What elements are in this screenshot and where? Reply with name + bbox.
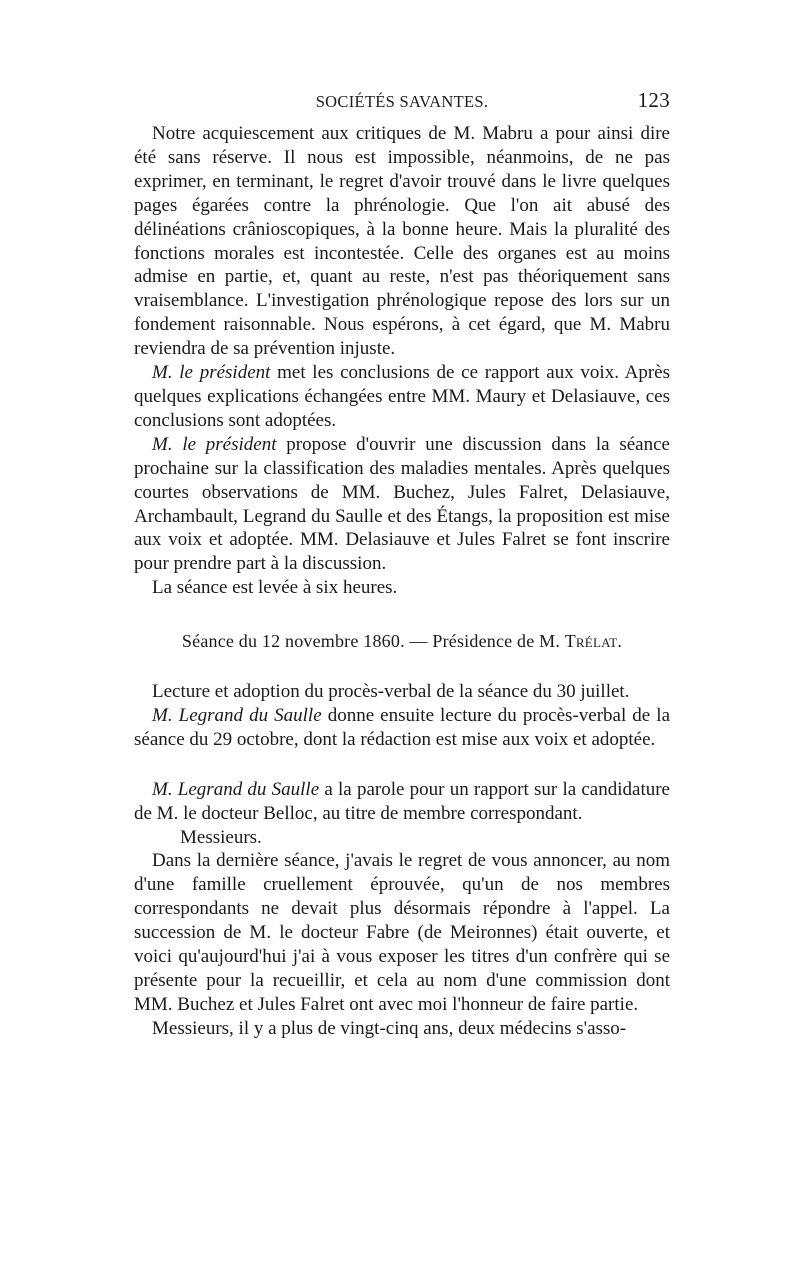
speaker-legrand: M. Legrand du Saulle [152, 778, 320, 800]
paragraph-minutes-adoption: Lecture et adoption du procès-verbal de la séance du 30 juillet. [152, 681, 630, 703]
paragraph-adjournment: La séance est levée à six heures. [152, 577, 398, 599]
paragraph-succession: Dans la dernière séance, j'avais le regret de vous annoncer, au nom d'une famille cruellement éprouvée, qu'un de nos membres correspondants ne devait plus désormais répondre à l'appel. La succession de M. le docteur Fabre (de Meironnes) était ouverte, et voici qu'aujourd'hui j'ai à vous exposer les titres d'un confrère qui se présente pour la recueillir, et cela au nom d'une commission dont MM. Buchez et Jules Falret ont avec moi l'honneur de faire partie. [134, 850, 670, 1015]
page-body [134, 122, 670, 1041]
speaker-president: M. le président [152, 433, 277, 455]
paragraph-minutes-reading [134, 704, 670, 752]
page-header [134, 88, 670, 118]
paragraph-conclusions-vote [134, 361, 670, 433]
spacer [134, 752, 670, 778]
paragraph-discussion-proposal [134, 433, 670, 576]
paragraph-critique: Notre acquiescement aux critiques de M. Mabru a pour ainsi dire été sans réserve. Il nous est impossible, néanmoins, de ne pas exprimer, en terminant, le regret d'avoir trouvé dans le livre quelques pages égarées contre la phrénologie. Que l'on ait abusé des délinéations crânioscopiques, à la bonne heure. Mais la pluralité des fonctions morales est incontestée. Celle des organes est au moins admise en partie, et, quant au reste, n'est pas théoriquement sans vraisemblance. L'investigation phrénologique repose des lors sur un fondement raisonnable. Nous espérons, à cet égard, que M. Mabru reviendra de sa prévention injuste. [134, 123, 670, 360]
speaker-legrand: M. Legrand du Saulle [152, 704, 322, 726]
president-name: Trélat. [564, 631, 623, 652]
paragraph-text: donne ensuite lecture du procès-verbal de la séance du 29 octobre, dont la rédaction est mise aux voix et adoptée. [134, 704, 671, 750]
session-date: Séance du 12 novembre 1860. — Présidence de M. [181, 631, 565, 652]
salutation: Messieurs. [180, 826, 262, 848]
paragraph-text: a la parole pour un rapport sur la candidature de M. le docteur Belloc, au titre de membre correspondant. [134, 778, 670, 824]
page-number: 123 [637, 88, 670, 112]
running-head: SOCIÉTÉS SAVANTES. [315, 92, 489, 111]
book-page [134, 88, 670, 1041]
paragraph-history: Messieurs, il y a plus de vingt-cinq ans, deux médecins s'asso- [152, 1017, 627, 1039]
session-heading [134, 630, 670, 654]
paragraph-candidature-report [134, 778, 670, 826]
speaker-president: M. le président [152, 362, 271, 384]
paragraph-text: propose d'ouvrir une discussion dans la séance prochaine sur la classification des maladies mentales. Après quelques courtes observations de MM. Buchez, Jules Falret, Delasiauve, Archambault, Legrand du Saulle et des Étangs, la proposition est mise aux voix et adoptée. MM. Delasiauve et Jules Falret se font inscrire pour prendre part à la discussion. [134, 433, 670, 575]
paragraph-text: met les conclusions de ce rapport aux voix. Après quelques explications échangées entre MM. Maury et Delasiauve, ces conclusions sont adoptées. [134, 362, 670, 431]
